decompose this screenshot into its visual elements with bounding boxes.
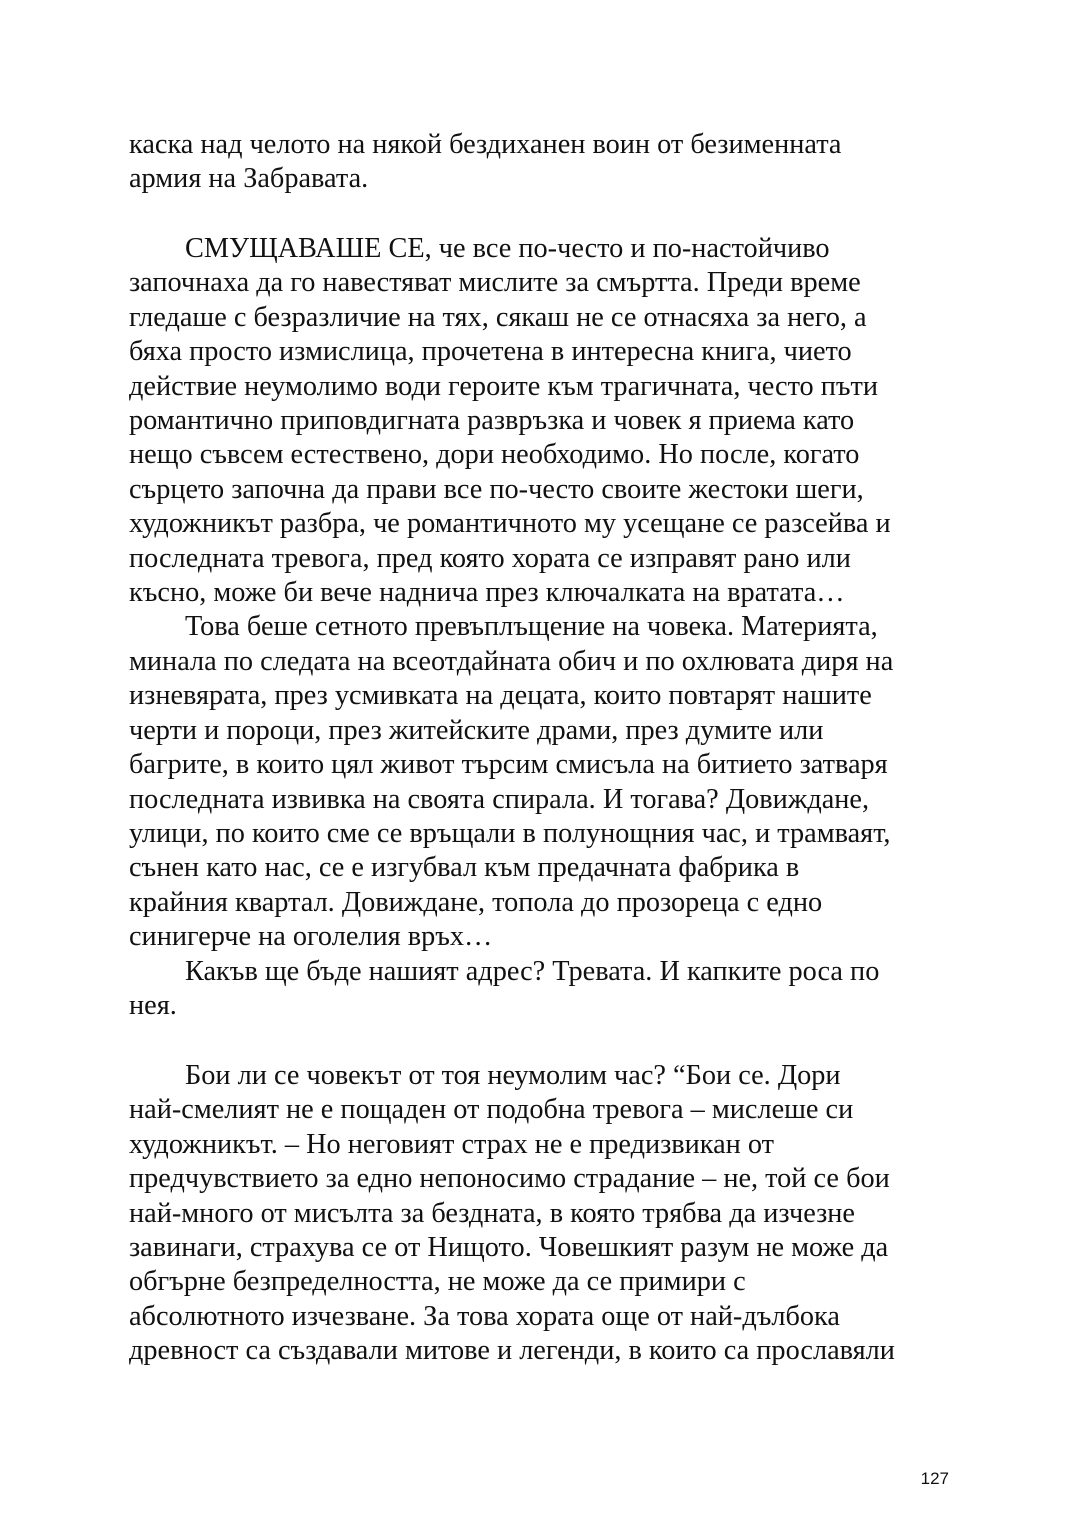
text-line: Това беше сетното превъплъщение на човека. Материята, (185, 611, 878, 643)
text-line: най-много от мисълта за бездната, в която трябва да изчезне (129, 1197, 855, 1229)
paragraph-block (129, 232, 959, 1023)
text-line: последната тревога, пред която хората се изправят рано или (129, 542, 851, 574)
text-line: крайния квартал. Довиждане, топола до прозореца с едно (129, 886, 823, 918)
text-line: минала по следата на всеотдайната обич и по охлювата диря на (129, 645, 894, 677)
text-line: каска над челото на някой бездиханен воин от безименната (129, 129, 842, 160)
text-line: художникът разбра, че романтичното му усещане се разсейва и (129, 508, 891, 540)
text-line: последната извивка на своята спирала. И тогава? Довиждане, (129, 783, 870, 815)
text-line: улици, по които сме се връщали в полунощния час, и трамваят, (129, 817, 891, 849)
text-line: късно, може би вече надничa през ключалката на вратата… (129, 577, 845, 609)
text-line: сънен като нас, се е изгубвал към предачната фабрика в (129, 852, 800, 884)
text-line: нея. (129, 989, 177, 1021)
text-line: действие неумолимо води героите към трагичната, често пъти (129, 370, 879, 402)
text-line: бяха просто измислица, прочетена в интересна книга, чието (129, 336, 852, 368)
text-line: изневярата, през усмивката на децата, които повтарят нашите (129, 680, 872, 712)
text-line: черти и пороци, през житейските драми, през думите или (129, 714, 824, 746)
text-line: нещо съвсем естествено, дори необходимо. Но после, когато (129, 439, 860, 471)
text-line: армия на Забравата. (129, 163, 369, 195)
text-line: художникът. – Но неговият страх не е предизвикан от (129, 1128, 775, 1160)
text-line: завинаги, страхува се от Нищото. Човешкият разум не може да (129, 1232, 889, 1264)
page-number: 127 (920, 1469, 949, 1488)
text-line: гледаше с безразличие на тях, сякаш не се отнасяха за него, а (129, 301, 867, 333)
paragraph-block (129, 128, 959, 197)
text-line: СМУЩАВАШЕ СЕ, че все по-често и по-настойчиво (185, 233, 830, 264)
paragraph-block (129, 1059, 959, 1369)
text-line: предчувствието за едно непоносимо страдание – не, той се бои (129, 1163, 890, 1195)
text-line: обгърне безпределността, не може да се примири с (129, 1266, 746, 1298)
text-line: започнаха да го навестяват мислите за смъртта. Преди време (129, 267, 861, 299)
text-line: багрите, в които цял живот търсим смисъла на битието затваря (129, 749, 888, 781)
text-line: сърцето започна да прави все по-често своите жестоки шеги, (129, 473, 864, 505)
text-line: Бои ли се човекът от тоя неумолим час? “Бои се. Дори (185, 1060, 841, 1091)
text-line: синигерче на оголелия връх… (129, 921, 493, 953)
text-line: романтично приповдигната развръзка и човек я приема като (129, 405, 855, 437)
text-line: Какъв ще бъде нашият адрес? Тревата. И капките роса по (185, 955, 880, 987)
text-line: древност са създавали митове и легенди, в които са прославяли (129, 1335, 895, 1367)
text-line: най-смелият не е пощаден от подобна тревога – мислеше си (129, 1094, 854, 1126)
text-line: абсолютното изчезване. За това хората още от най-дълбока (129, 1300, 840, 1332)
